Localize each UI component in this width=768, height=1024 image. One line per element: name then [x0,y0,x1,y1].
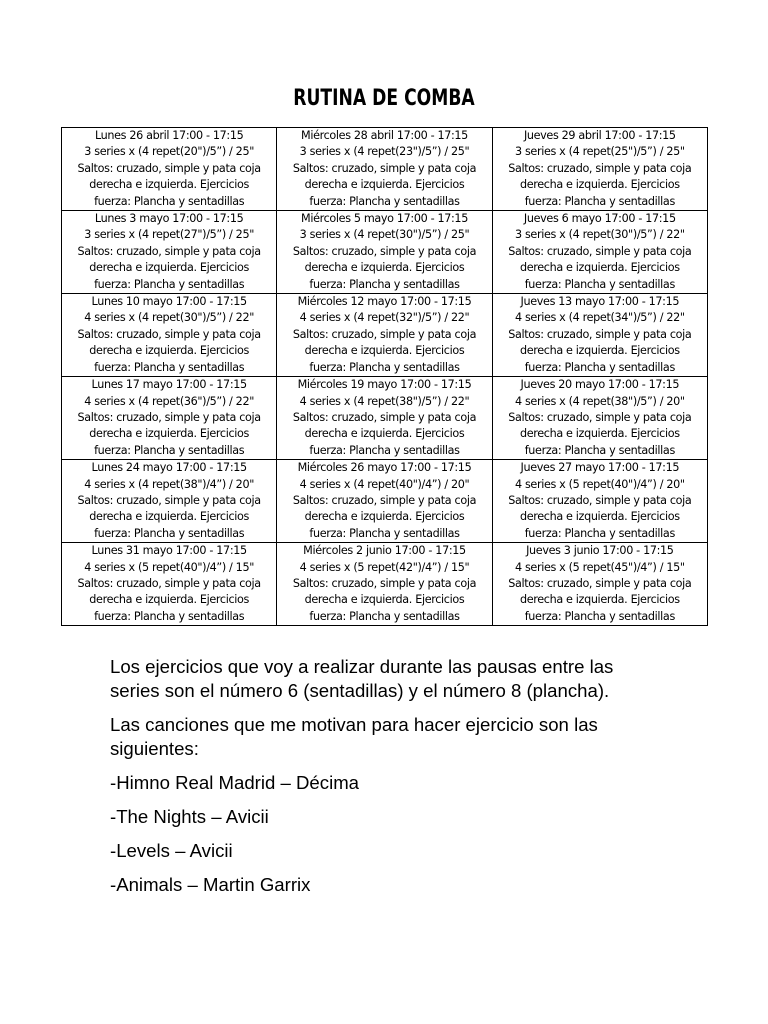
notes-paragraph-exercises: Los ejercicios que voy a realizar durante las pausas entre las series son el número 6 (sentadillas) y el número 8 (plancha). [110,656,614,701]
cell-day: Miércoles 12 mayo 17:00 - 17:15 [297,295,472,309]
cell-sets: 4 series x (5 repet(40")/4”) / 15" [84,560,255,574]
cell-sets: 4 series x (4 repet(30")/5”) / 22" [84,311,255,325]
cell-strength: fuerza: Plancha y sentadillas [524,277,675,291]
table-cell [277,543,492,626]
cell-jumps: Saltos: cruzado, simple y pata coja [508,493,692,507]
cell-day: Lunes 17 mayo 17:00 - 17:15 [91,378,247,392]
song-item: -The Nights – Avicii [110,806,269,827]
cell-exercises: derecha e izquierda. Ejercicios [89,344,250,358]
cell-sets: 4 series x (5 repet(40")/4”) / 20" [514,477,685,491]
cell-sets: 4 series x (4 repet(38")/5”) / 22" [299,394,470,408]
cell-exercises: derecha e izquierda. Ejercicios [519,178,680,192]
cell-jumps: Saltos: cruzado, simple y pata coja [77,244,261,258]
cell-exercises: derecha e izquierda. Ejercicios [304,427,465,441]
cell-strength: fuerza: Plancha y sentadillas [524,609,675,623]
table-cell [62,543,277,626]
cell-day: Lunes 3 mayo 17:00 - 17:15 [94,212,244,226]
cell-strength: fuerza: Plancha y sentadillas [94,277,245,291]
cell-jumps: Saltos: cruzado, simple y pata coja [508,576,692,590]
cell-day: Miércoles 28 abril 17:00 - 17:15 [301,129,468,142]
cell-jumps: Saltos: cruzado, simple y pata coja [508,327,692,341]
cell-strength: fuerza: Plancha y sentadillas [94,609,245,623]
cell-day: Miércoles 2 junio 17:00 - 17:15 [303,544,466,558]
table-cell [492,460,707,543]
cell-sets: 3 series x (4 repet(23")/5”) / 25" [299,145,470,159]
cell-day: Miércoles 5 mayo 17:00 - 17:15 [301,212,468,226]
cell-strength: fuerza: Plancha y sentadillas [309,277,460,291]
notes-section [110,655,710,897]
table-cell [277,377,492,460]
table-cell [277,211,492,294]
cell-strength: fuerza: Plancha y sentadillas [524,443,675,457]
cell-sets: 3 series x (4 repet(30")/5”) / 22" [514,228,685,242]
cell-jumps: Saltos: cruzado, simple y pata coja [292,410,477,424]
table-cell [277,128,492,211]
table-cell [277,294,492,377]
cell-sets: 4 series x (4 repet(38")/4”) / 20" [84,477,255,491]
cell-jumps: Saltos: cruzado, simple y pata coja [77,161,261,175]
cell-strength: fuerza: Plancha y sentadillas [94,526,245,540]
cell-exercises: derecha e izquierda. Ejercicios [89,593,250,607]
cell-jumps: Saltos: cruzado, simple y pata coja [77,576,261,590]
cell-strength: fuerza: Plancha y sentadillas [524,526,675,540]
cell-sets: 4 series x (4 repet(36")/5”) / 22" [84,394,255,408]
cell-day: Lunes 31 mayo 17:00 - 17:15 [91,544,247,558]
cell-strength: fuerza: Plancha y sentadillas [94,194,245,208]
cell-day: Lunes 24 mayo 17:00 - 17:15 [91,461,247,475]
cell-jumps: Saltos: cruzado, simple y pata coja [292,493,477,507]
cell-exercises: derecha e izquierda. Ejercicios [304,510,465,524]
song-item: -Himno Real Madrid – Décima [110,772,360,793]
cell-sets: 4 series x (4 repet(32")/5”) / 22" [299,311,470,325]
cell-jumps: Saltos: cruzado, simple y pata coja [508,161,692,175]
cell-sets: 4 series x (4 repet(38")/5”) / 20" [514,394,685,408]
table-cell [492,377,707,460]
schedule-table-body [62,128,708,626]
song-item: -Animals – Martin Garrix [110,874,311,895]
cell-strength: fuerza: Plancha y sentadillas [309,526,460,540]
table-row [62,128,708,211]
cell-exercises: derecha e izquierda. Ejercicios [89,427,250,441]
cell-strength: fuerza: Plancha y sentadillas [309,360,460,374]
cell-sets: 4 series x (5 repet(45")/4”) / 15" [514,560,685,574]
table-row [62,377,708,460]
cell-exercises: derecha e izquierda. Ejercicios [304,178,465,192]
table-row [62,543,708,626]
page-title: RUTINA DE COMBA [293,86,475,111]
cell-exercises: derecha e izquierda. Ejercicios [89,261,250,275]
cell-exercises: derecha e izquierda. Ejercicios [519,510,680,524]
table-row [62,460,708,543]
cell-jumps: Saltos: cruzado, simple y pata coja [508,244,692,258]
table-row [62,294,708,377]
cell-strength: fuerza: Plancha y sentadillas [524,360,675,374]
cell-exercises: derecha e izquierda. Ejercicios [304,344,465,358]
cell-exercises: derecha e izquierda. Ejercicios [89,510,250,524]
cell-jumps: Saltos: cruzado, simple y pata coja [292,327,477,341]
schedule-table [61,127,708,626]
cell-sets: 3 series x (4 repet(30")/5”) / 25" [299,228,470,242]
cell-strength: fuerza: Plancha y sentadillas [94,443,245,457]
cell-sets: 4 series x (4 repet(34")/5”) / 22" [514,311,685,325]
cell-jumps: Saltos: cruzado, simple y pata coja [77,327,261,341]
cell-day: Jueves 13 mayo 17:00 - 17:15 [520,295,680,309]
cell-day: Miércoles 26 mayo 17:00 - 17:15 [297,461,472,475]
table-cell [62,211,277,294]
cell-sets: 3 series x (4 repet(20")/5”) / 25" [84,145,255,159]
table-cell [492,128,707,211]
cell-jumps: Saltos: cruzado, simple y pata coja [292,244,477,258]
cell-strength: fuerza: Plancha y sentadillas [309,443,460,457]
cell-day: Lunes 26 abril 17:00 - 17:15 [94,129,244,142]
cell-exercises: derecha e izquierda. Ejercicios [304,261,465,275]
cell-day: Miércoles 19 mayo 17:00 - 17:15 [297,378,472,392]
cell-exercises: derecha e izquierda. Ejercicios [519,427,680,441]
cell-day: Jueves 29 abril 17:00 - 17:15 [523,129,676,142]
cell-sets: 3 series x (4 repet(27")/5”) / 25" [84,228,255,242]
cell-jumps: Saltos: cruzado, simple y pata coja [508,410,692,424]
cell-day: Jueves 27 mayo 17:00 - 17:15 [520,461,680,475]
table-row [62,211,708,294]
cell-exercises: derecha e izquierda. Ejercicios [89,178,250,192]
cell-jumps: Saltos: cruzado, simple y pata coja [292,161,477,175]
cell-day: Lunes 10 mayo 17:00 - 17:15 [91,295,247,309]
cell-sets: 4 series x (5 repet(42")/4”) / 15" [299,560,470,574]
cell-sets: 4 series x (4 repet(40")/4”) / 20" [299,477,470,491]
table-cell [492,543,707,626]
table-cell [62,460,277,543]
notes-paragraph-songs-intro: Las canciones que me motivan para hacer ejercicio son las siguientes: [110,714,598,759]
cell-strength: fuerza: Plancha y sentadillas [524,194,675,208]
cell-day: Jueves 20 mayo 17:00 - 17:15 [520,378,680,392]
cell-sets: 3 series x (4 repet(25")/5”) / 25" [514,145,685,159]
table-cell [62,128,277,211]
table-cell [492,294,707,377]
table-cell [62,377,277,460]
song-item: -Levels – Avicii [110,840,233,861]
cell-day: Jueves 6 mayo 17:00 - 17:15 [523,212,676,226]
cell-jumps: Saltos: cruzado, simple y pata coja [292,576,477,590]
cell-jumps: Saltos: cruzado, simple y pata coja [77,410,261,424]
song-list [110,771,710,897]
cell-exercises: derecha e izquierda. Ejercicios [519,344,680,358]
cell-strength: fuerza: Plancha y sentadillas [309,194,460,208]
cell-exercises: derecha e izquierda. Ejercicios [519,593,680,607]
cell-exercises: derecha e izquierda. Ejercicios [304,593,465,607]
cell-day: Jueves 3 junio 17:00 - 17:15 [526,544,674,558]
cell-exercises: derecha e izquierda. Ejercicios [519,261,680,275]
cell-strength: fuerza: Plancha y sentadillas [309,609,460,623]
cell-jumps: Saltos: cruzado, simple y pata coja [77,493,261,507]
cell-strength: fuerza: Plancha y sentadillas [94,360,245,374]
table-cell [492,211,707,294]
table-cell [277,460,492,543]
table-cell [62,294,277,377]
